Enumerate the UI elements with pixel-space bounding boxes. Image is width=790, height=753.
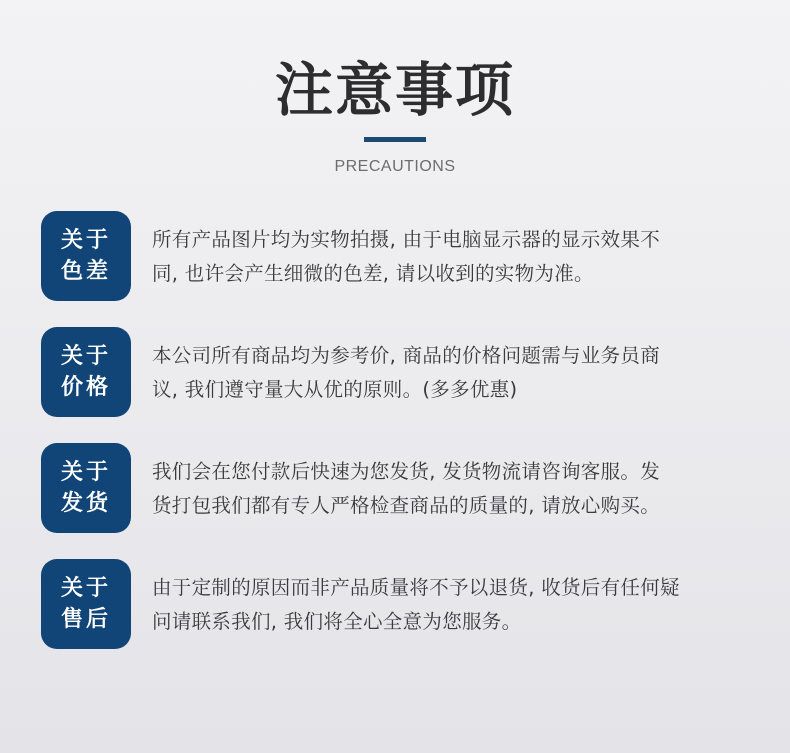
notice-text-line1: 所有产品图片均为实物拍摄, 由于电脑显示器的显示效果不 [152, 228, 660, 251]
notice-text [152, 223, 758, 291]
notice-badge [41, 443, 131, 533]
page-title: 注意事项 [274, 56, 515, 124]
notice-text-line2: 议, 我们遵守量大从优的原则。(多多优惠) [152, 378, 518, 401]
badge-line2: 色差 [60, 259, 111, 284]
badge-line2: 价格 [60, 375, 111, 400]
badge-line2: 发货 [60, 491, 111, 516]
notice-badge [41, 559, 131, 649]
notice-item-shipping [41, 443, 761, 533]
notice-item-price [41, 327, 761, 417]
notice-text [152, 339, 758, 407]
notice-text-line1: 本公司所有商品均为参考价, 商品的价格问题需与业务员商 [152, 344, 660, 367]
notice-text-line2: 同, 也许会产生细微的色差, 请以收到的实物为准。 [152, 262, 594, 285]
notice-text-line1: 由于定制的原因而非产品质量将不予以退货, 收货后有任何疑 [152, 576, 680, 599]
badge-line1: 关于 [60, 460, 111, 485]
notice-badge [41, 211, 131, 301]
notice-badge [41, 327, 131, 417]
notice-text-line2: 货打包我们都有专人严格检查商品的质量的, 请放心购买。 [152, 494, 660, 517]
notice-text [152, 455, 758, 523]
badge-line1: 关于 [60, 344, 111, 369]
notice-text-line2: 问请联系我们, 我们将全心全意为您服务。 [152, 610, 522, 633]
title-underline [364, 137, 426, 142]
notice-item-after-sales [41, 559, 761, 649]
notice-item-color-difference [41, 211, 761, 301]
notice-text-line1: 我们会在您付款后快速为您发货, 发货物流请咨询客服。发 [152, 460, 660, 483]
badge-line1: 关于 [60, 576, 111, 601]
notice-text [152, 571, 758, 639]
badge-line1: 关于 [60, 228, 111, 253]
page-subtitle: PRECAUTIONS [334, 158, 456, 175]
badge-line2: 售后 [60, 607, 111, 632]
